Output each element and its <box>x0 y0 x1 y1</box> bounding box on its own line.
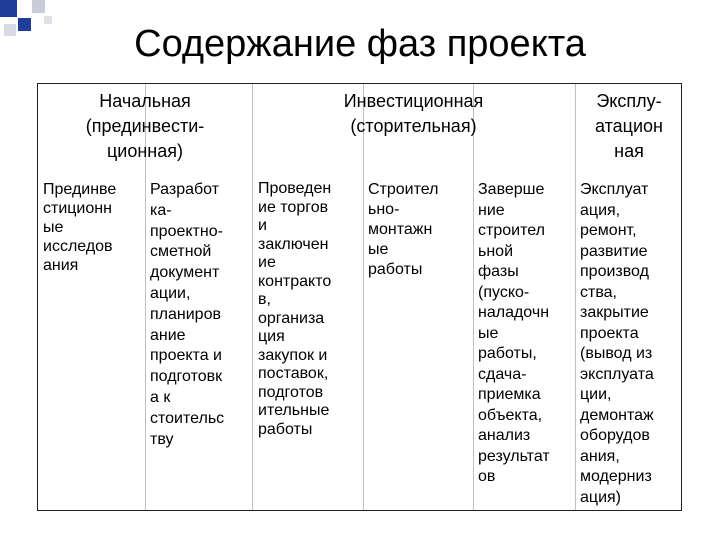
column-divider <box>473 84 474 510</box>
column-divider <box>252 84 253 510</box>
decor-square-grey <box>32 0 45 13</box>
header-initial-phase: Начальная (прединвести- ционная) <box>85 91 205 161</box>
header-operation-phase: Эксплу- атацион ная <box>595 91 663 161</box>
cell-operation-maintenance: Эксплуат ация, ремонт, развитие производ ства, закрытие проекта (вывод из эксплуата ции, демонтаж оборудов ания, модерниз ация) <box>580 181 654 506</box>
cell-pre-investment-studies: Прединве стиционн ые исследов ания <box>43 181 117 274</box>
slide-title: Содержание фаз проекта <box>134 23 586 65</box>
cell-design-documentation: Разработ ка- проектно- сметной документ ации, планиров ание проекта и подготовк а к стоительс тву <box>150 181 225 448</box>
decor-square-blue-large <box>0 0 17 17</box>
cell-construction-works: Строител ьно- монтажн ые работы <box>368 181 439 278</box>
column-divider <box>363 84 364 510</box>
cell-construction-completion: Заверше ние строител ьной фазы (пуско- наладочн ые работы, сдача- приемка объекта, анализ результат ов <box>478 181 550 485</box>
phases-table <box>37 83 682 511</box>
cell-tenders-contracts: Проведен ие торгов и заключен ие контракто в, организа ция закупок и поставок, подготов ительные работы <box>258 180 332 438</box>
header-investment-phase: Инвестиционная (сторительная) <box>343 91 484 136</box>
